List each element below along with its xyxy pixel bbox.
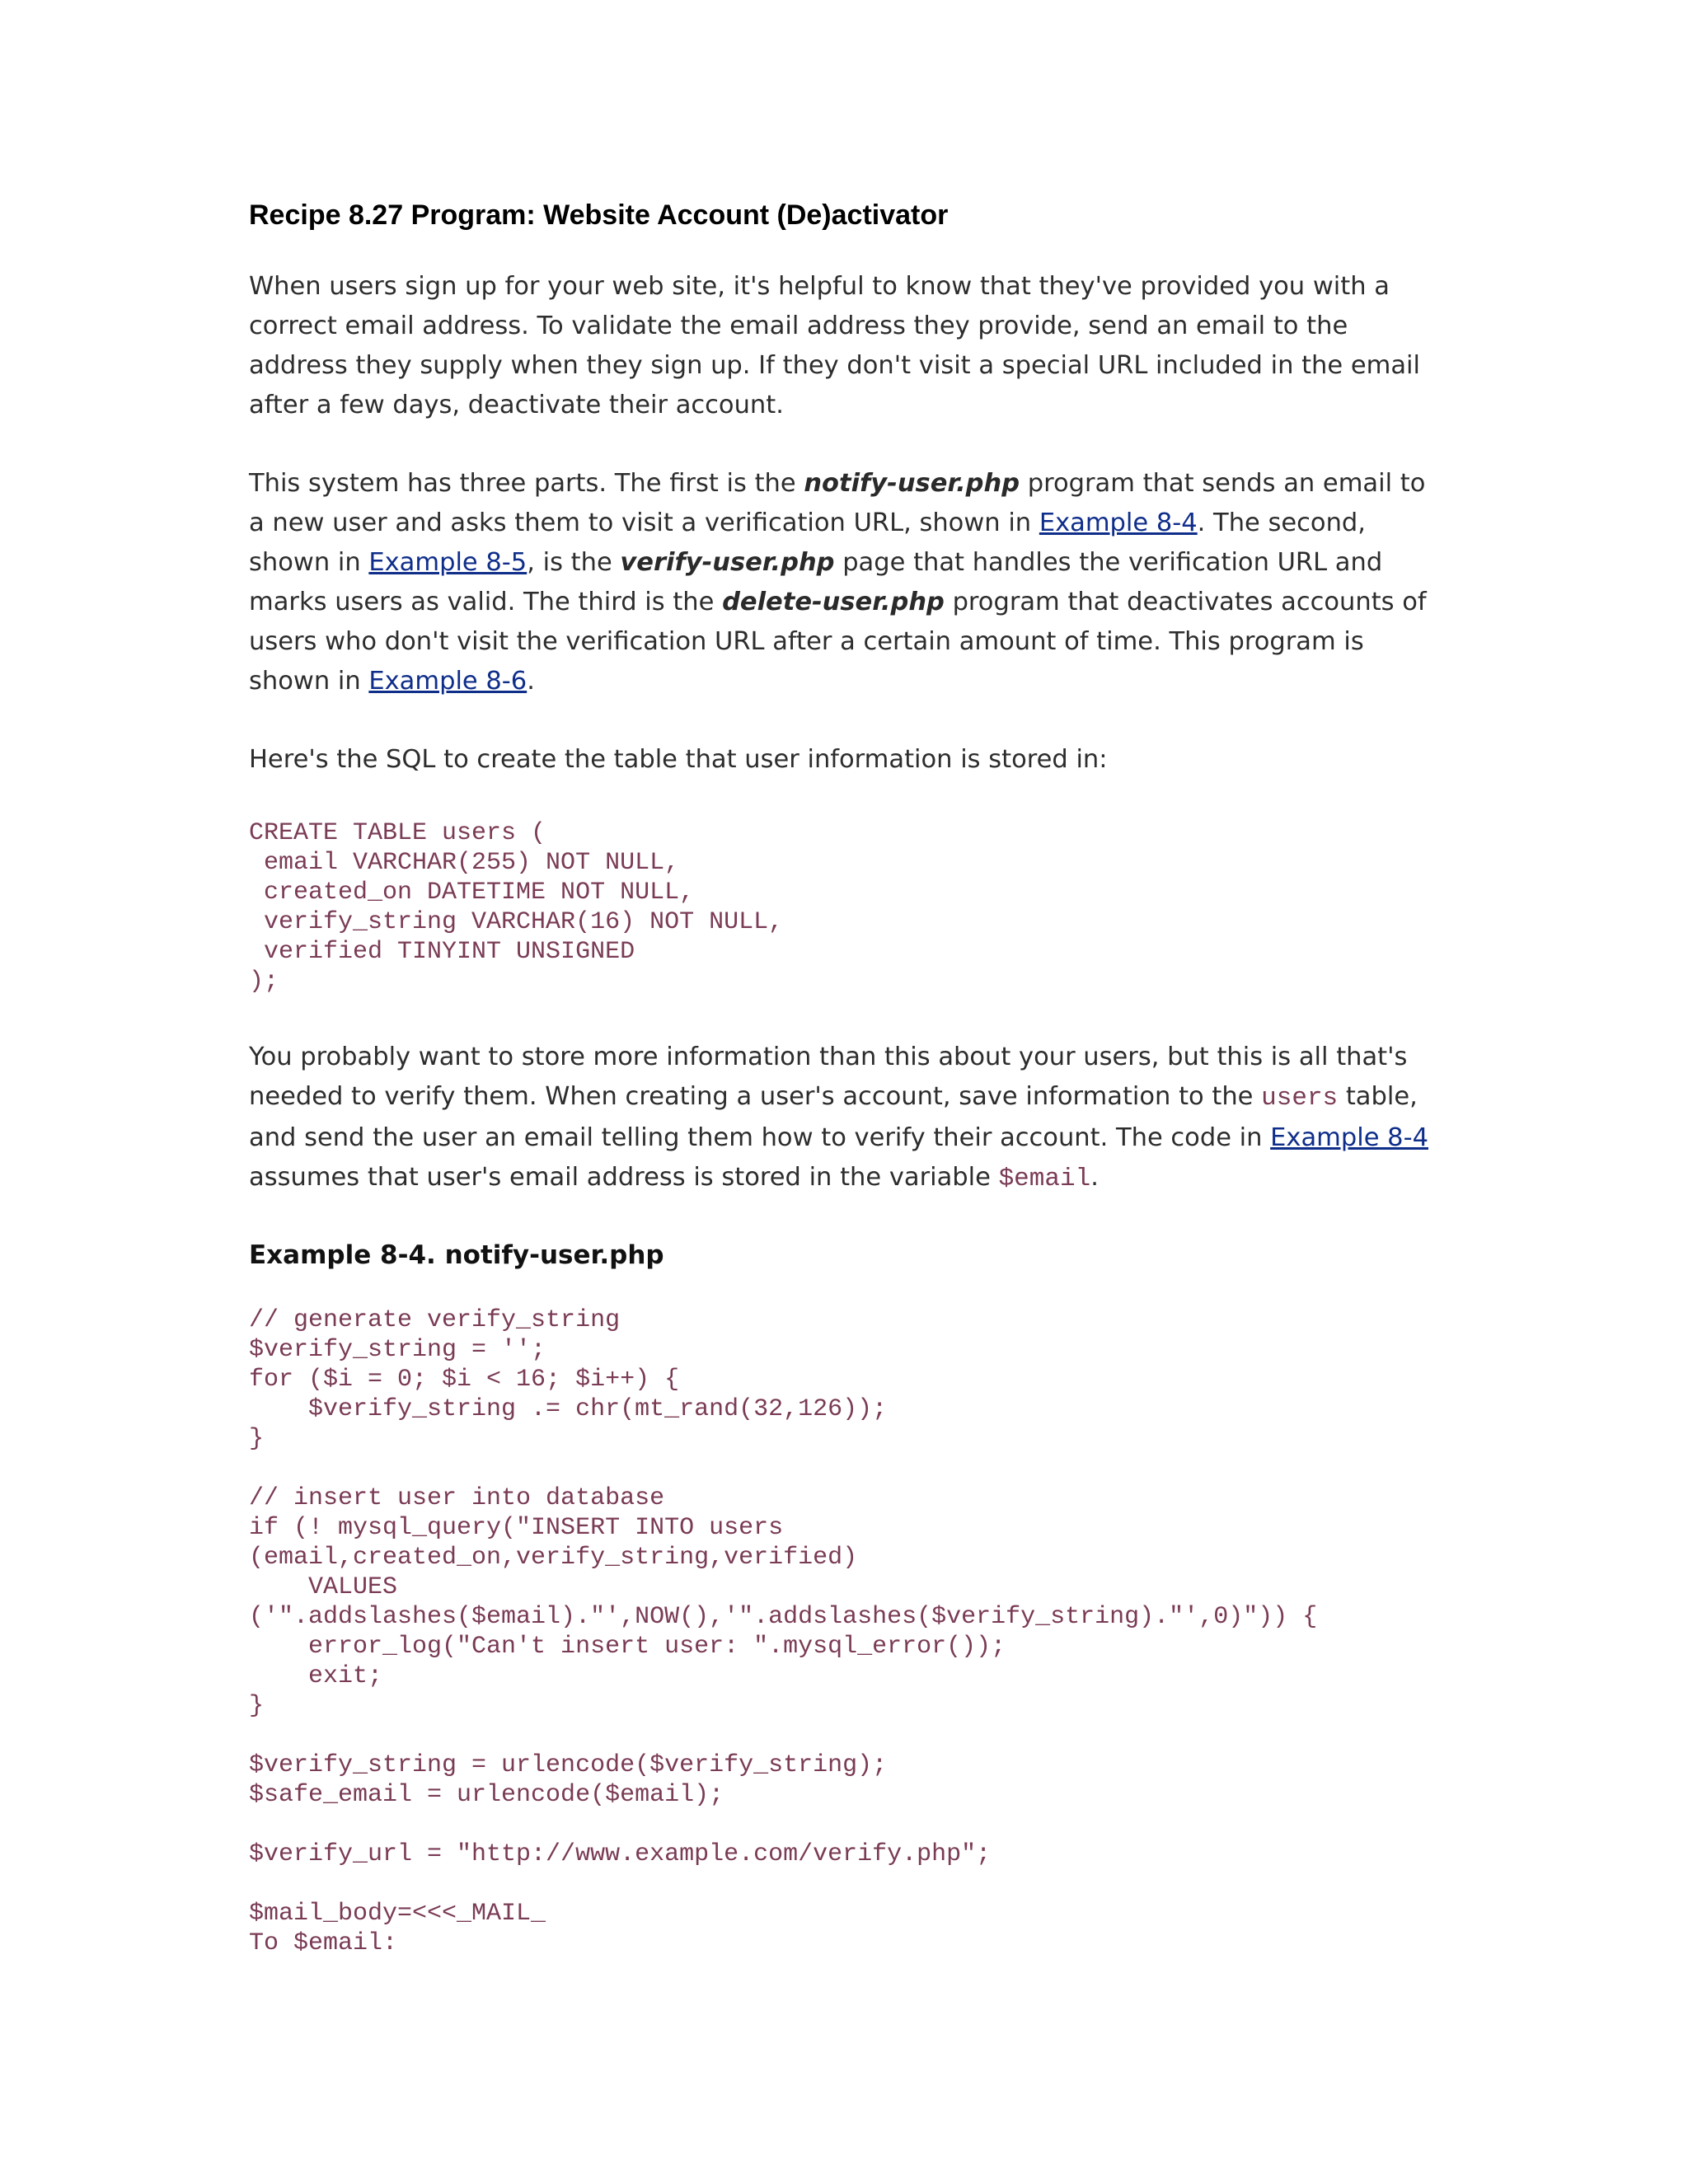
parts-text-3: . The second, shown in: [249, 509, 1366, 577]
inline-code-users: users: [1261, 1084, 1339, 1113]
file-name-verify-user: verify-user.php: [620, 548, 835, 577]
after-sql-text-4: .: [1090, 1163, 1099, 1192]
link-example-8-4-second[interactable]: Example 8-4: [1270, 1123, 1428, 1152]
intro-paragraph: When users sign up for your web site, it's helpful to know that they've provided you with a correct email address. To validate the email address they provide, send an email to the address they supply when they sign up. If they don't visit a special URL included in the email after a few days, deactivate their account.: [249, 272, 1420, 419]
parts-text-4: , is the: [527, 548, 621, 577]
parts-text-2: program that sends an email to a new user and asks them to visit a verification URL, shown in: [249, 469, 1426, 537]
after-sql-text-1: You probably want to store more information than this about your users, but this is all that's needed to verify them. When creating a user's account, save information to the: [249, 1043, 1408, 1111]
after-sql-text-2: table, and send the user an email telling them how to verify their account. The code in: [249, 1082, 1418, 1152]
example-heading: Example 8-4. notify-user.php: [249, 1240, 664, 1270]
sql-code-block: CREATE TABLE users ( email VARCHAR(255) NOT NULL, created_on DATETIME NOT NULL, verify_string VARCHAR(16) NOT NULL, verified TINYINT UNSIGNED );: [249, 819, 784, 996]
parts-text-1: This system has three parts. The first is the: [249, 469, 804, 498]
document-page: [249, 198, 1444, 1999]
after-sql-paragraph: [249, 1038, 1444, 1199]
file-name-delete-user: delete-user.php: [722, 588, 945, 616]
file-name-notify-user: notify-user.php: [804, 469, 1020, 498]
parts-text-6: program that deactivates accounts of users who don't visit the verification URL after a certain amount of time. This program is shown in: [249, 588, 1427, 696]
after-sql-text-3: assumes that user's email address is stored in the variable: [249, 1163, 999, 1192]
link-example-8-5[interactable]: Example 8-5: [368, 548, 528, 577]
recipe-title: Recipe 8.27 Program: Website Account (De)activator: [249, 199, 949, 231]
example-code-block: // generate verify_string $verify_string = ''; for ($i = 0; $i < 16; $i++) { $verify_string .= chr(mt_rand(32,126)); } // insert user into database if (! mysql_query("INSERT INTO users (email,created_on,verify_string,verified) VALUES ('".addslashes($email)."',NOW(),'".addslashes($verify_string)."',0)")) { error_log("Can't insert user: ".mysql_error()); exit; } $verify_string = urlencode($verify_string); $safe_email = urlencode($email); $verify_url = "http://www.example.com/verify.php"; $mail_body=<<<_MAIL_ To $email:: [249, 1306, 1318, 1957]
parts-text-5: page that handles the verification URL and marks users as valid. The third is the: [249, 548, 1383, 616]
inline-code-email: $email: [998, 1165, 1091, 1193]
link-example-8-6[interactable]: Example 8-6: [368, 667, 528, 696]
parts-text-7: .: [527, 667, 535, 696]
link-example-8-4[interactable]: Example 8-4: [1039, 509, 1198, 537]
parts-paragraph: [249, 464, 1444, 701]
sql-intro-paragraph: Here's the SQL to create the table that user information is stored in:: [249, 745, 1108, 774]
